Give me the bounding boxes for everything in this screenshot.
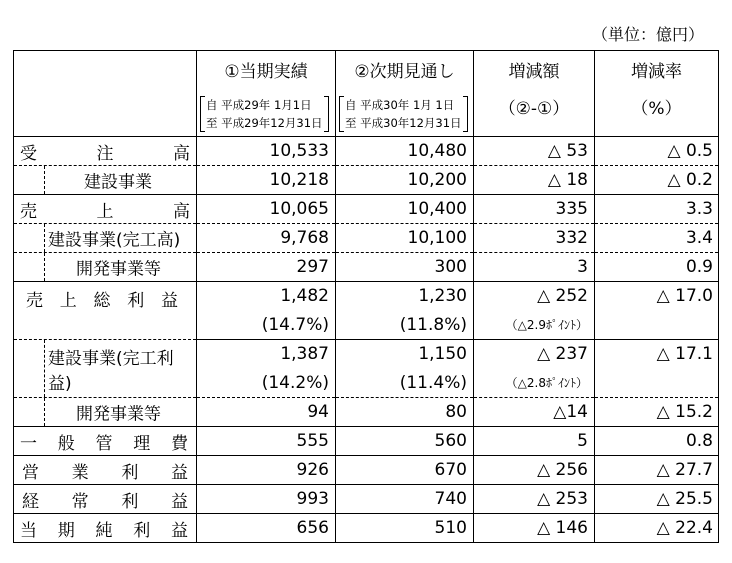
- diff-note: （△2.9ﾎﾟｲﾝﾄ）: [474, 311, 595, 340]
- diff-value: 335: [474, 195, 595, 224]
- diff-value: △ 146: [474, 514, 595, 543]
- row-label: 受 注 高: [20, 143, 190, 164]
- row-operating: [14, 456, 719, 485]
- row-label: 売 上 高: [20, 201, 190, 222]
- row-label: 経 常 利 益: [22, 491, 188, 512]
- row-label: 開発事業等: [76, 259, 161, 280]
- next-value: 1,230: [336, 282, 474, 311]
- row-gross-construction: [14, 340, 719, 369]
- rate-value: △ 25.5: [595, 485, 719, 514]
- next-value: 510: [336, 514, 474, 543]
- next-ratio: (11.4%): [336, 369, 474, 398]
- next-ratio: (11.8%): [336, 311, 474, 340]
- current-value: 926: [197, 456, 336, 485]
- row-label: 建設事業: [84, 172, 152, 193]
- rate-value: 3.4: [595, 224, 719, 253]
- col-next-title: ②次期見通し: [354, 62, 455, 82]
- next-value: 670: [336, 456, 474, 485]
- rate-value: △ 27.7: [595, 456, 719, 485]
- row-orders: [14, 137, 719, 166]
- rate-value: 3.3: [595, 195, 719, 224]
- current-value: 10,533: [197, 137, 336, 166]
- unit-label: （単位：億円）: [591, 25, 704, 44]
- row-label: 建設事業(完工高): [48, 230, 181, 251]
- diff-value: △ 53: [474, 137, 595, 166]
- row-label: 建設事業(完工利益): [48, 349, 174, 394]
- row-label: 当 期 純 利 益: [20, 520, 188, 541]
- row-label: 開発事業等: [76, 404, 161, 425]
- row-sga: [14, 427, 719, 456]
- current-ratio: (14.2%): [197, 369, 336, 398]
- financial-forecast-table: [13, 50, 719, 543]
- next-value: 1,150: [336, 340, 474, 369]
- row-sales-construction: [14, 224, 719, 253]
- diff-value: △ 252: [474, 282, 595, 311]
- current-value: 94: [197, 398, 336, 427]
- rate-value: △ 22.4: [595, 514, 719, 543]
- col-rate-sub: （%）: [631, 99, 682, 119]
- next-period-to: 至 平成30年12月31日: [345, 116, 462, 130]
- diff-value: △14: [474, 398, 595, 427]
- header-blank: [14, 51, 197, 137]
- next-value: 300: [336, 253, 474, 282]
- current-value: 297: [197, 253, 336, 282]
- current-value: 10,065: [197, 195, 336, 224]
- current-value: 10,218: [197, 166, 336, 195]
- current-value: 1,482: [197, 282, 336, 311]
- header-diff: [474, 51, 595, 137]
- diff-value: 3: [474, 253, 595, 282]
- rate-value: △ 17.0: [595, 282, 719, 340]
- current-value: 1,387: [197, 340, 336, 369]
- rate-value: △ 0.2: [595, 166, 719, 195]
- current-value: 993: [197, 485, 336, 514]
- header-row: [14, 51, 719, 137]
- row-label: 一 般 管 理 費: [20, 433, 188, 454]
- col-rate-title: 増減率: [631, 62, 682, 82]
- current-value: 9,768: [197, 224, 336, 253]
- next-period: [339, 96, 473, 132]
- next-value: 10,200: [336, 166, 474, 195]
- col-diff-sub: （②-①）: [498, 99, 570, 119]
- current-period: [200, 96, 335, 132]
- row-ordinary: [14, 485, 719, 514]
- current-period-to: 至 平成29年12月31日: [206, 116, 323, 130]
- col-current-title: ①当期実績: [224, 62, 308, 82]
- diff-value: △ 18: [474, 166, 595, 195]
- row-gross-profit: [14, 282, 719, 311]
- current-value: 555: [197, 427, 336, 456]
- diff-value: △ 253: [474, 485, 595, 514]
- rate-value: △ 17.1: [595, 340, 719, 398]
- diff-note: （△2.8ﾎﾟｲﾝﾄ）: [474, 369, 595, 398]
- next-value: 10,480: [336, 137, 474, 166]
- row-label: 営 業 利 益: [22, 462, 188, 483]
- col-diff-title: 増減額: [508, 62, 560, 82]
- diff-value: 332: [474, 224, 595, 253]
- rate-value: △ 0.5: [595, 137, 719, 166]
- next-value: 10,100: [336, 224, 474, 253]
- next-period-from: 自 平成30年 1月 1日: [345, 98, 455, 112]
- current-ratio: (14.7%): [197, 311, 336, 340]
- next-value: 80: [336, 398, 474, 427]
- diff-value: △ 256: [474, 456, 595, 485]
- header-next: [336, 51, 474, 137]
- current-value: 656: [197, 514, 336, 543]
- row-sales: [14, 195, 719, 224]
- row-orders-construction: [14, 166, 719, 195]
- rate-value: △ 15.2: [595, 398, 719, 427]
- row-sales-development: [14, 253, 719, 282]
- header-current: [197, 51, 336, 137]
- next-value: 560: [336, 427, 474, 456]
- row-net: [14, 514, 719, 543]
- row-gross-development: [14, 398, 719, 427]
- next-value: 10,400: [336, 195, 474, 224]
- current-period-from: 自 平成29年 1月1日: [206, 98, 312, 112]
- rate-value: 0.8: [595, 427, 719, 456]
- row-label: 売 上 総 利 益: [26, 291, 178, 311]
- diff-value: 5: [474, 427, 595, 456]
- header-rate: [595, 51, 719, 137]
- rate-value: 0.9: [595, 253, 719, 282]
- next-value: 740: [336, 485, 474, 514]
- diff-value: △ 237: [474, 340, 595, 369]
